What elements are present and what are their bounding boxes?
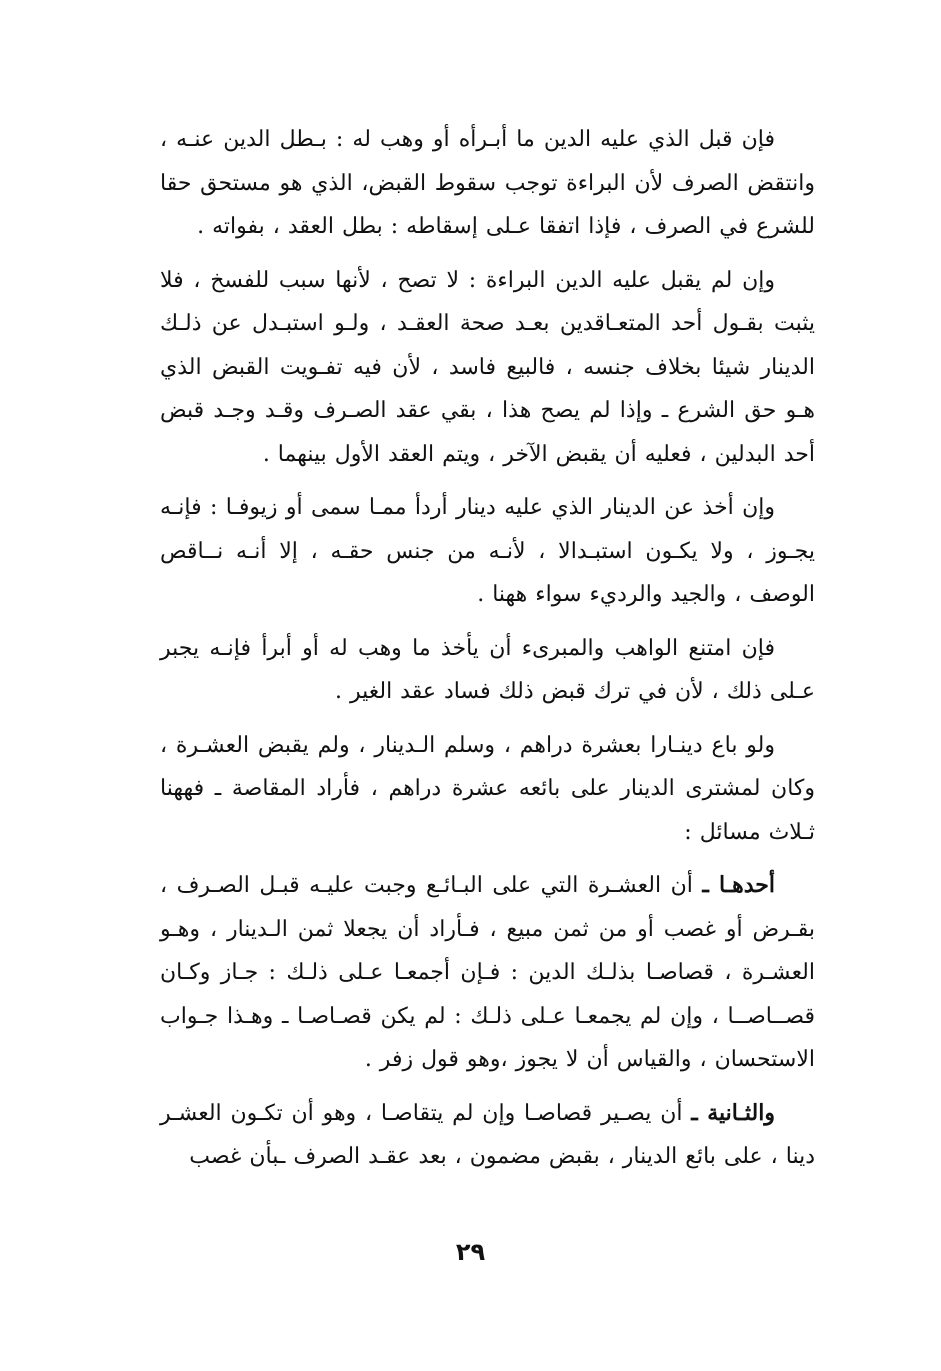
paragraph — [160, 118, 815, 249]
paragraph — [160, 259, 815, 477]
paragraph-text: فإن امتنع الواهب والمبرىء أن يأخذ ما وهب له أو أبرأ فإنـه يجبر عـلى ذلك ، لأن في ترك قبض ذلك فساد عقد الغير . — [160, 635, 815, 704]
paragraph-text: أن العشـرة التي على البـائـع وجبت عليـه قبـل الصـرف ، بقـرض أو غصب أو من ثمن مبيع ، فـأراد أن يجعلا ثمن الـدينار ، وهـو العشـرة ، قصاصـا بذلـك الدين : فـإن أجمعـا عـلى ذلـك : جـاز وكـان قصــاصــا ، وإن لم يجمعـا عـلى ذلـك : لم يكن قصـاصـا ـ وهـذا جـواب الاستحسان ، والقياس أن لا يجوز ،وهو قول زفر . — [160, 873, 815, 1072]
paragraph-text: فإن قبل الذي عليه الدين ما أبـرأه أو وهب له : بـطل الدين عنـه ، وانتقض الصرف لأن البراءة توجب سقوط القبض، الذي هو مستحق حقا للشرع في الصرف ، فإذا اتفقا عـلى إسقاطه : بطل العقد ، بفواته . — [160, 127, 815, 239]
page-number: ٢٩ — [455, 1238, 486, 1266]
body-text — [160, 118, 815, 1189]
paragraph — [160, 1092, 815, 1179]
paragraph — [160, 486, 815, 617]
paragraph-lead: والثـانية ـ — [691, 1099, 775, 1126]
paragraph-text: أن يصـير قصاصـا وإن لم يتقاصـا ، وهو أن تكـون العشـر دينا ، على بائع الدينار ، بقبض مضمون ، بعد عقـد الصرف ـبأن غصب — [160, 1100, 815, 1169]
paragraph — [160, 864, 815, 1082]
paragraph-lead: أحدهـا ـ — [702, 872, 775, 898]
paragraph-text: وإن لم يقبل عليه الدين البراءة : لا تصح ، لأنها سبب للفسخ ، فلا يثبت بقـول أحد المتعـاقدين بعـد صحة العقـد ، ولـو استبـدل عن ذلـك الدينار شيئا بخلاف جنسه ، فالبيع فاسد ، لأن فيه تفـويت القبض الذي هـو حق الشرع ـ وإذا لم يصح هذا ، بقي عقد الصـرف وقـد وجـد قبض أحد البدلين ، فعليه أن يقبض الآخر ، ويتم العقد الأول بينهما . — [160, 267, 815, 467]
paragraph-text: وإن أخذ عن الدينار الذي عليه دينار أردأ ممـا سمى أو زيوفـا : فإنـه يجـوز ، ولا يكـون استبـدالا ، لأنـه من جنس حقـه ، إلا أنـه نــاقص الوصف ، والجيد والرديء سواء ههنا . — [160, 495, 815, 607]
paragraph-text: ولو باع دينـارا بعشرة دراهم ، وسلم الـدينار ، ولم يقبض العشـرة ، وكان لمشترى الدينار على بائعه عشرة دراهم ، فأراد المقاصة ـ فههنا ثـلاث مسائل : — [160, 732, 815, 845]
paragraph — [160, 724, 815, 855]
paragraph — [160, 627, 815, 714]
